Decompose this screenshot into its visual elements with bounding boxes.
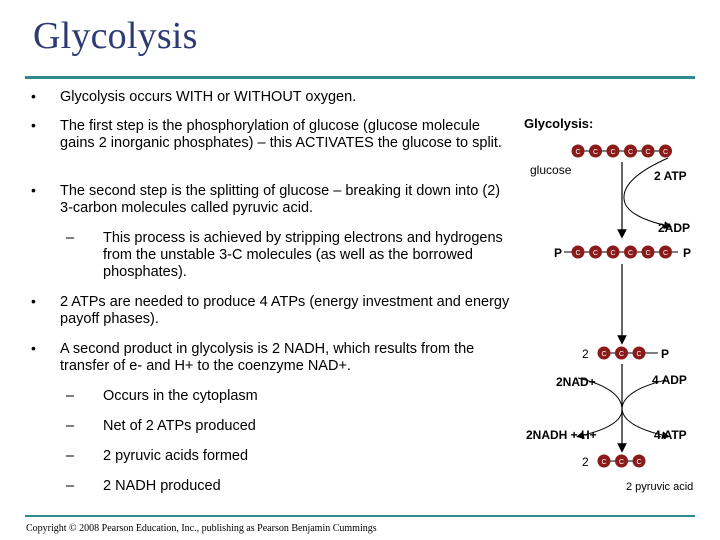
carbon-label: C: [662, 149, 669, 156]
carbon-label: C: [610, 250, 616, 257]
bullet-marker: •: [31, 88, 36, 104]
bullet-marker: •: [31, 293, 36, 309]
adp-output-label: 2ADP: [658, 221, 691, 235]
phosphate-label: P: [661, 347, 670, 361]
bullet-2: The first step is the phosphorylation of glucose (glucose molecule gains 2 inorganic phosphates) – this ACTIVATES the glucose to split.: [60, 118, 502, 151]
count-label: 2: [582, 455, 589, 469]
bullet-5: A second product in glycolysis is 2 NADH, which results from the transfer of e- and H+ to the coenzyme NAD+.: [60, 341, 475, 374]
glycolysis-diagram: [518, 108, 720, 498]
count-label: 2: [582, 347, 589, 361]
atp-output-label: 4 ATP: [654, 428, 687, 442]
summary-1: Occurs in the cytoplasm: [103, 388, 258, 404]
atp-input-label: 2 ATP: [654, 169, 687, 183]
dash-marker: –: [66, 478, 75, 494]
copyright-footer: Copyright © 2008 Pearson Education, Inc., publishing as Pearson Benjamin Cummings: [26, 523, 377, 534]
carbon-label: C: [618, 351, 625, 358]
bullet-marker: •: [31, 117, 36, 133]
carbon-label: C: [618, 459, 625, 466]
sub-bullet-1: This process is achieved by stripping electrons and hydrogens from the unstable 3-C molecules (as well as the borrowed phosphates).: [103, 230, 503, 280]
bullet-marker: •: [31, 182, 36, 198]
dash-marker: –: [66, 418, 75, 434]
phosphate-label: P: [683, 246, 692, 260]
carbon-label: C: [645, 149, 651, 156]
carbon-label: C: [592, 250, 599, 257]
carbon-label: C: [645, 250, 651, 257]
nadh-label: 2NADH + H+: [526, 428, 597, 442]
carbon-label: C: [627, 250, 634, 257]
bullet-marker: •: [31, 340, 36, 356]
carbon-label: C: [636, 351, 642, 358]
summary-3: 2 pyruvic acids formed: [103, 448, 249, 464]
nad-label: 2NAD+: [556, 375, 596, 389]
adp-input-label-2: 4 ADP: [652, 373, 687, 387]
summary-2: Net of 2 ATPs produced: [103, 418, 256, 434]
phosphorylated-glucose: [554, 246, 691, 261]
carbon-label: C: [592, 149, 599, 156]
slide-title: Glycolysis: [33, 15, 198, 57]
carbon-label: C: [627, 149, 634, 156]
dash-marker: –: [66, 388, 75, 404]
summary-4: 2 NADH produced: [103, 478, 221, 494]
carbon-label: C: [575, 250, 581, 257]
carbon-label: C: [575, 149, 581, 156]
carbon-label: C: [662, 250, 669, 257]
diagram-heading: Glycolysis:: [524, 116, 594, 131]
carbon-label: C: [601, 459, 607, 466]
glucose-molecule: [572, 145, 673, 158]
bullet-3: The second step is the splitting of glucose – breaking it down into (2) 3-carbon molecules called pyruvic acid.: [60, 183, 501, 216]
three-carbon-phosphate: [598, 347, 659, 360]
dash-marker: –: [66, 230, 75, 246]
bullet-1: Glycolysis occurs WITH or WITHOUT oxygen.: [60, 89, 357, 105]
bullet-4: 2 ATPs are needed to produce 4 ATPs (energy investment and energy payoff phases).: [60, 294, 510, 327]
carbon-label: C: [610, 149, 616, 156]
bottom-divider: [25, 515, 695, 517]
carbon-label: C: [601, 351, 607, 358]
phosphate-label: P: [554, 246, 563, 260]
top-divider: [25, 76, 695, 79]
dash-marker: –: [66, 448, 75, 464]
pyruvate-molecule: [598, 455, 646, 468]
pyruvic-acid-label: 2 pyruvic acid: [626, 481, 694, 493]
carbon-label: C: [636, 459, 642, 466]
glucose-label: glucose: [530, 163, 572, 177]
